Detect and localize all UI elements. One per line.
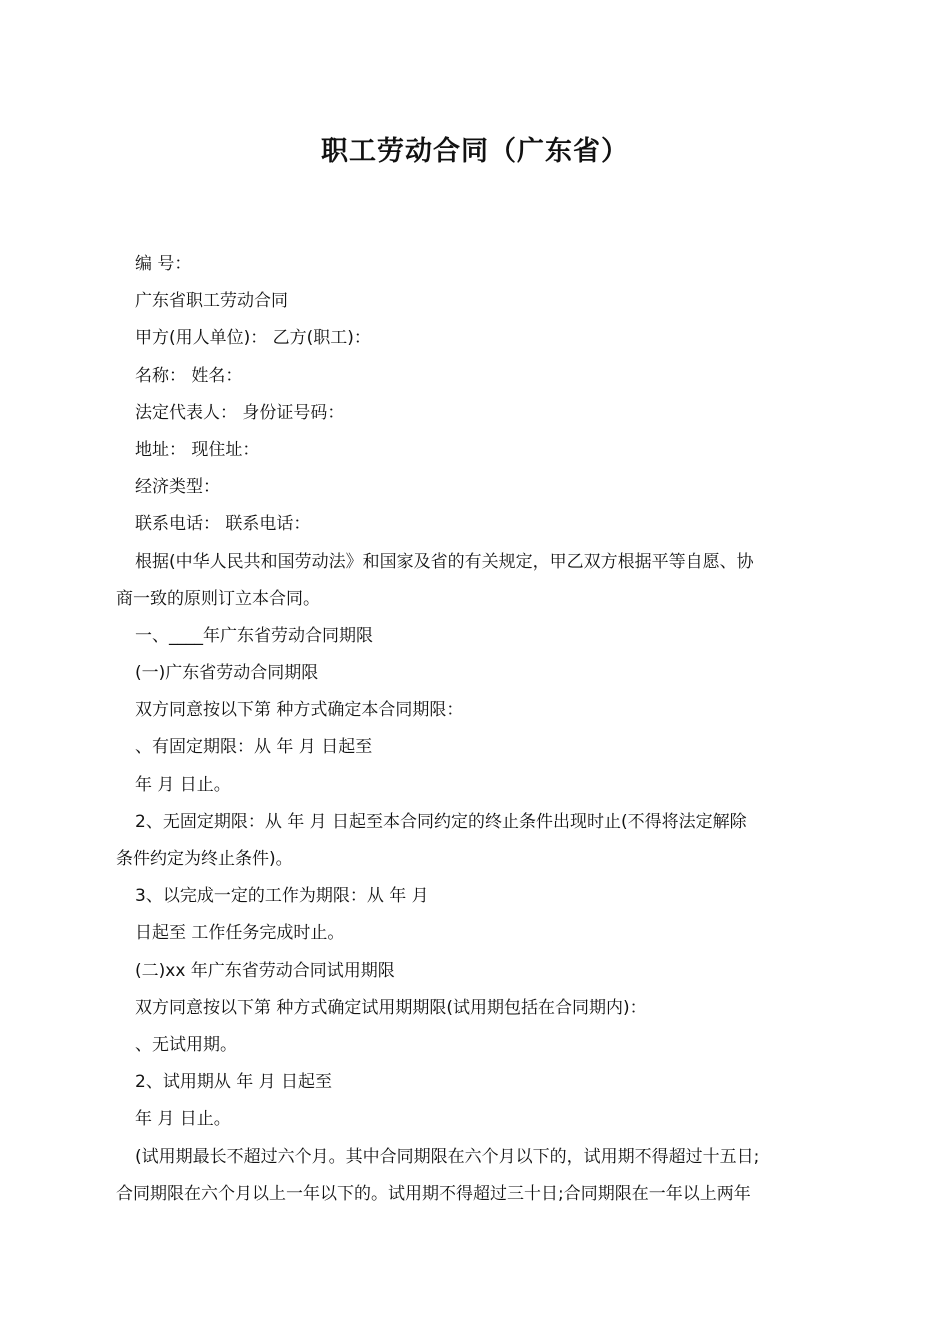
term-choice-line: 双方同意按以下第 种方式确定本合同期限： — [135, 700, 464, 721]
probation-end-line: 年 月 日止。 — [135, 1109, 231, 1130]
no-probation-line: 、无试用期。 — [135, 1034, 237, 1055]
task-term-end-line: 日起至 工作任务完成时止。 — [135, 923, 345, 944]
document-body — [116, 246, 836, 1213]
open-term-line-1: 2、无固定期限：从 年 月 日起至本合同约定的终止条件出现时止(不得将法定解除 — [135, 811, 747, 832]
preamble-line-2: 商一致的原则订立本合同。 — [116, 588, 320, 609]
contract-number-line: 编 号： — [135, 254, 192, 274]
phone-line: 联系电话： 联系电话： — [135, 514, 311, 535]
address-line: 地址： 现住址： — [135, 439, 260, 460]
preamble-line-1: 根据(中华人民共和国劳动法》和国家及省的有关规定，甲乙双方根据平等自愿、协 — [135, 551, 754, 572]
document-title: 职工劳动合同（广东省） — [321, 136, 629, 167]
open-term-line-2: 条件约定为终止条件)。 — [116, 849, 293, 869]
representative-line: 法定代表人： 身份证号码： — [135, 402, 345, 423]
fixed-term-line: 、有固定期限：从 年 月 日起至 — [135, 737, 373, 758]
probation-choice-line: 双方同意按以下第 种方式确定试用期期限(试用期包括在合同期内)： — [135, 997, 647, 1018]
section-1-heading: 一、____年广东省劳动合同期限 — [135, 625, 373, 646]
fixed-term-end-line: 年 月 日止。 — [135, 774, 231, 795]
probation-note-line-1: (试用期最长不超过六个月。其中合同期限在六个月以下的，试用期不得超过十五日; — [135, 1146, 760, 1167]
name-line: 名称： 姓名： — [135, 365, 243, 386]
probation-start-line: 2、试用期从 年 月 日起至 — [135, 1072, 333, 1093]
economic-type-line: 经济类型： — [135, 477, 220, 498]
subsection-1-heading: (一)广东省劳动合同期限 — [135, 663, 319, 684]
probation-note-line-2: 合同期限在六个月以上一年以下的。试用期不得超过三十日;合同期限在一年以上两年 — [116, 1183, 751, 1204]
task-term-line: 3、以完成一定的工作为期限：从 年 月 — [135, 886, 429, 907]
contract-heading-line: 广东省职工劳动合同 — [135, 291, 288, 312]
subsection-2-heading: (二)xx 年广东省劳动合同试用期限 — [135, 960, 395, 981]
parties-line: 甲方(用人单位)： 乙方(职工)： — [135, 328, 371, 349]
